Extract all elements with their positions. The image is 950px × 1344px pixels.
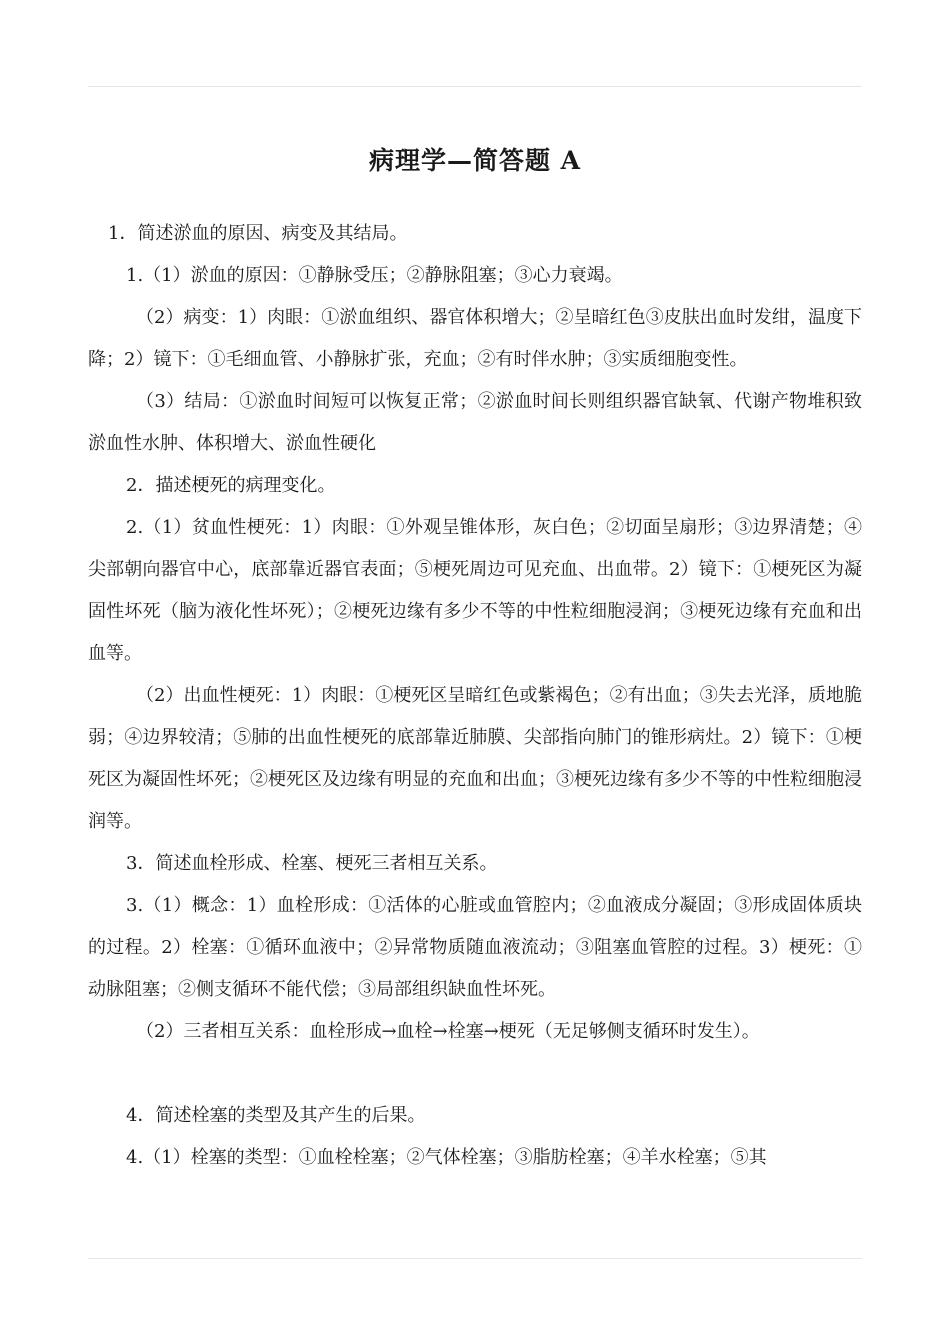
question-3: 3．简述血栓形成、栓塞、梗死三者相互关系。 [126, 853, 498, 874]
answer-1-1: 1.（1）淤血的原因：①静脉受压；②静脉阻塞；③心力衰竭。 [126, 265, 623, 286]
answer-2-1: 2.（1）贫血性梗死：1）肉眼：①外观呈锥体形，灰白色；②切面呈扇形；③边界清楚；④尖部朝向器官中心，底部靠近器官表面；⑤梗死周边可见充血、出血带。2）镜下：①梗死区为凝固性坏死（脑为液化性坏死）；②梗死边缘有多少不等的中性粒细胞浸润；③梗死边缘有充血和出血等。 [88, 517, 862, 664]
answer-4-1: 4.（1）栓塞的类型：①血栓栓塞；②气体栓塞；③脂肪栓塞；④羊水栓塞；⑤其 [126, 1147, 767, 1168]
answer-1-3: （3）结局：①淤血时间短可以恢复正常；②淤血时间长则组织器官缺氧、代谢产物堆积致淤血性水肿、体积增大、淤血性硬化 [88, 391, 862, 454]
question-2: 2．描述梗死的病理变化。 [126, 475, 336, 496]
question-1: 1．简述淤血的原因、病变及其结局。 [108, 223, 408, 244]
page-title: 病理学—简答题 A [368, 145, 582, 175]
answer-2-2: （2）出血性梗死：1）肉眼：①梗死区呈暗红色或紫褐色；②有出血；③失去光泽，质地脆弱；④边界较清；⑤肺的出血性梗死的底部靠近肺膜、尖部指向肺门的锥形病灶。2）镜下：①梗死区为凝固性坏死；②梗死区及边缘有明显的充血和出血；③梗死边缘有多少不等的中性粒细胞浸润等。 [88, 685, 862, 832]
answer-3-2: （2）三者相互关系：血栓形成→血栓→栓塞→梗死（无足够侧支循环时发生）。 [136, 1021, 760, 1042]
question-4: 4．简述栓塞的类型及其产生的后果。 [126, 1105, 426, 1126]
paragraph-gap [88, 1053, 862, 1095]
answer-1-2: （2）病变：1）肉眼：①淤血组织、器官体积增大；②呈暗红色③皮肤出血时发绀，温度下降；2）镜下：①毛细血管、小静脉扩张，充血；②有时伴水肿；③实质细胞变性。 [88, 307, 862, 370]
header-rule [88, 86, 862, 87]
answer-3-1: 3.（1）概念：1）血栓形成：①活体的心脏或血管腔内；②血液成分凝固；③形成固体质块的过程。2）栓塞：①循环血液中；②异常物质随血液流动；③阻塞血管腔的过程。3）梗死：①动脉阻塞；②侧支循环不能代偿；③局部组织缺血性坏死。 [88, 895, 862, 1000]
footer-rule [88, 1258, 862, 1259]
document-body [88, 213, 862, 1179]
